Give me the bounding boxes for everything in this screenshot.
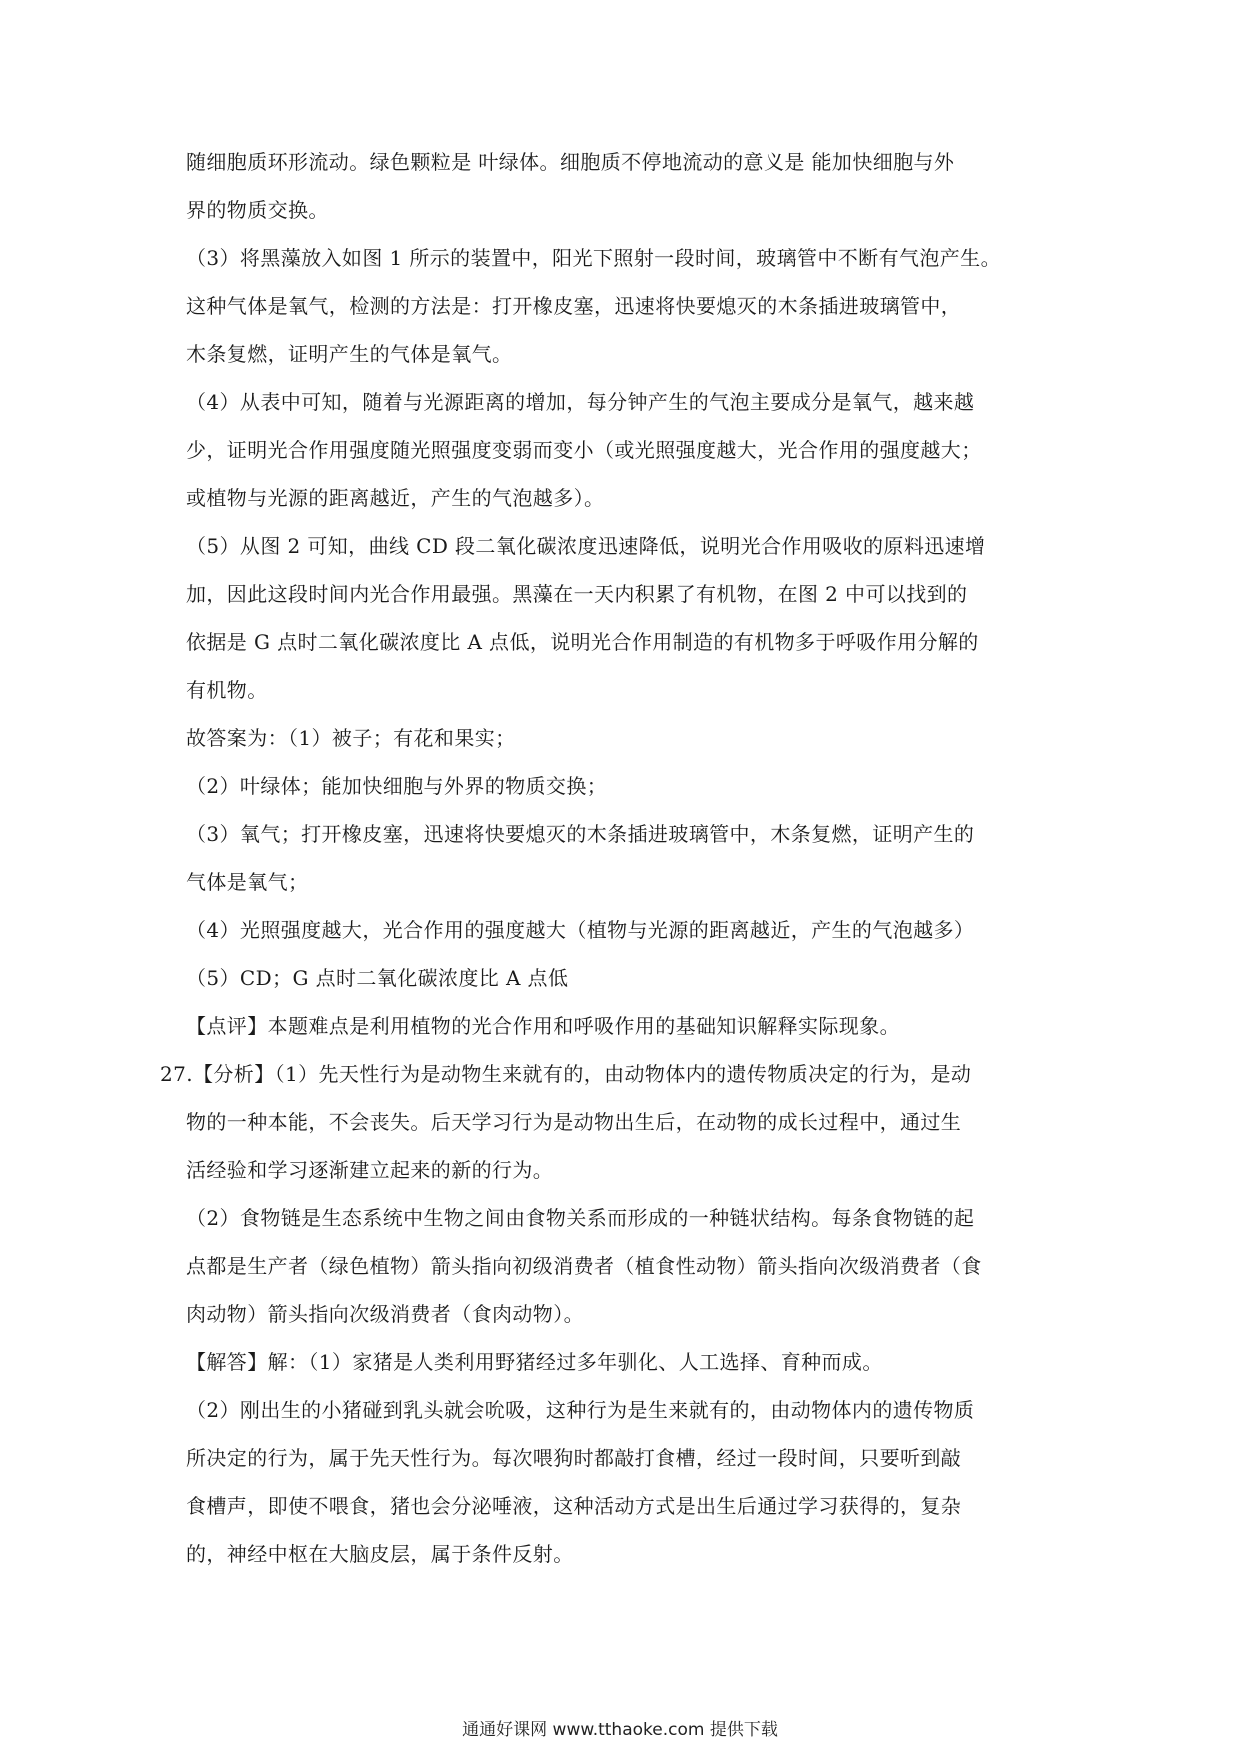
question-27-line: 27.【分析】（1）先天性行为是动物生来就有的，由动物体内的遗传物质决定的行为，是动 (160, 1062, 972, 1086)
answer-line: （3）氧气；打开橡皮塞，迅速将快要熄灭的木条插进玻璃管中，木条复燃，证明产生的 (186, 822, 975, 846)
text-line: 随细胞质环形流动。绿色颗粒是 叶绿体。细胞质不停地流动的意义是 能加快细胞与外 (186, 150, 955, 174)
document-body (160, 138, 1054, 1578)
comment-line: 【点评】本题难点是利用植物的光合作用和呼吸作用的基础知识解释实际现象。 (186, 1014, 900, 1038)
text-line: 加，因此这段时间内光合作用最强。黑藻在一天内积累了有机物，在图 2 中可以找到的 (186, 582, 968, 606)
text-line: （2）食物链是生态系统中生物之间由食物关系而形成的一种链状结构。每条食物链的起 (186, 1206, 975, 1230)
text-line: 的，神经中枢在大脑皮层，属于条件反射。 (186, 1542, 574, 1566)
text-line: （4）从表中可知，随着与光源距离的增加，每分钟产生的气泡主要成分是氧气，越来越 (186, 390, 975, 414)
text-line: 界的物质交换。 (186, 198, 329, 222)
answer-line: 故答案为：（1）被子；有花和果实； (186, 726, 516, 750)
text-line: 木条复燃，证明产生的气体是氧气。 (186, 342, 513, 366)
text-line: 活经验和学习逐渐建立起来的新的行为。 (186, 1158, 554, 1182)
text-line: 所决定的行为，属于先天性行为。每次喂狗时都敲打食槽，经过一段时间，只要听到敲 (186, 1446, 962, 1470)
text-line: （5）从图 2 可知，曲线 CD 段二氧化碳浓度迅速降低，说明光合作用吸收的原料迅速增 (186, 534, 986, 558)
answer-line: （2）叶绿体；能加快细胞与外界的物质交换； (186, 774, 608, 798)
text-line: 有机物。 (186, 678, 268, 702)
text-line: 食槽声，即使不喂食，猪也会分泌唾液，这种活动方式是出生后通过学习获得的，复杂 (186, 1494, 962, 1518)
page-footer: 通通好课网 www.tthaoke.com 提供下载 (462, 1720, 778, 1740)
text-line: 依据是 G 点时二氧化碳浓度比 A 点低，说明光合作用制造的有机物多于呼吸作用分解的 (186, 630, 979, 654)
answer-line: （4）光照强度越大，光合作用的强度越大（植物与光源的距离越近，产生的气泡越多） (186, 918, 975, 942)
answer-line: （5）CD；G 点时二氧化碳浓度比 A 点低 (186, 966, 569, 990)
text-line: 这种气体是氧气，检测的方法是：打开橡皮塞，迅速将快要熄灭的木条插进玻璃管中， (186, 294, 962, 318)
text-line: 物的一种本能，不会丧失。后天学习行为是动物出生后，在动物的成长过程中，通过生 (186, 1110, 962, 1134)
text-line: 肉动物）箭头指向次级消费者（食肉动物）。 (186, 1302, 584, 1326)
text-line: （3）将黑藻放入如图 1 所示的装置中，阳光下照射一段时间，玻璃管中不断有气泡产生。 (186, 246, 1001, 270)
text-line: 少，证明光合作用强度随光照强度变弱而变小（或光照强度越大，光合作用的强度越大； (186, 438, 982, 462)
text-line: （2）刚出生的小猪碰到乳头就会吮吸，这种行为是生来就有的，由动物体内的遗传物质 (186, 1398, 975, 1422)
text-line: 点都是生产者（绿色植物）箭头指向初级消费者（植食性动物）箭头指向次级消费者（食 (186, 1254, 982, 1278)
text-line: 或植物与光源的距离越近，产生的气泡越多）。 (186, 486, 605, 510)
solution-line: 【解答】解：（1）家猪是人类利用野猪经过多年驯化、人工选择、育种而成。 (186, 1350, 883, 1374)
answer-line: 气体是氧气； (186, 870, 309, 894)
